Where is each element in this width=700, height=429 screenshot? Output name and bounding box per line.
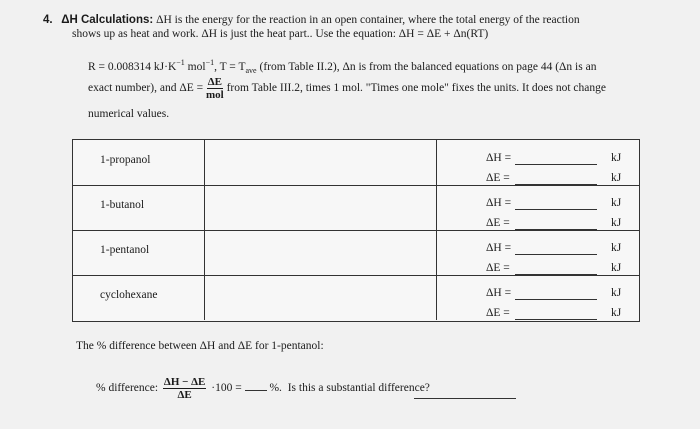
unit-label: kJ [611,287,622,299]
compound-name: cyclohexane [100,289,158,301]
fraction-denominator: mol [205,89,224,101]
delta-h-label: ΔH = [486,197,512,209]
question-text-4: numerical values. [88,108,170,120]
subscript: ave [245,66,257,76]
delta-h-blank[interactable] [515,209,597,210]
delta-e-blank[interactable] [515,319,597,320]
delta-h-blank[interactable] [515,164,597,165]
table-row [73,230,639,276]
percent-answer-blank[interactable] [245,390,267,391]
compound-name: 1-pentanol [100,244,150,256]
percent-difference-formula [96,376,430,401]
unit-label: kJ [611,242,622,254]
fraction-numerator: ΔH − ΔE [163,376,206,388]
delta-h-label: ΔH = [486,242,512,254]
unit-label: kJ [611,197,622,209]
mol-unit: mol [184,60,206,73]
table-row [73,275,639,320]
constants-rest: (from Table II.2), Δn is from the balanced equations on page 44 (Δn is an [256,60,597,73]
unit-label: kJ [611,172,622,184]
delta-e-label: ΔE = [486,262,510,274]
work-cell[interactable] [205,140,437,185]
delta-e-label: ΔE = [486,217,510,229]
unit-label: kJ [611,152,622,164]
superscript: −1 [176,58,185,67]
superscript: −1 [205,58,215,67]
delta-e-fraction [206,76,224,101]
delta-e-label: ΔE = [486,172,510,184]
delta-h-label: ΔH = [486,287,512,299]
fraction-numerator: ΔE [207,76,222,88]
work-cell[interactable] [205,185,437,230]
work-cell[interactable] [205,230,437,275]
compound-name: 1-butanol [100,199,145,211]
answer-table [72,139,640,322]
delta-e-label: ΔE = [486,307,510,319]
compound-cell [73,140,205,185]
delta-h-blank[interactable] [515,254,597,255]
unit-label: kJ [611,307,622,319]
temperature: , T = T [214,60,246,73]
constants-line-2 [88,76,606,101]
unit-label: kJ [611,262,622,274]
constants-line [88,58,596,75]
table-row [73,140,639,186]
percent-difference-title: The % difference between ΔH and ΔE for 1-pentanol: [76,340,324,352]
delta-h-blank[interactable] [515,299,597,300]
delta-h-label: ΔH = [486,152,512,164]
question-line-1 [43,12,580,28]
question-title: ΔH Calculations: [61,14,154,26]
question-text-2: shows up as heat and work. ΔH is just the heat part.. Use the equation: ΔH = ΔE + Δn(RT) [72,28,489,40]
times-hundred: ·100 = [211,382,242,395]
table-row [73,185,639,231]
delta-e-text: exact number), and ΔE = [88,82,204,95]
work-cell[interactable] [205,275,437,320]
gas-constant: R = 0.008314 kJ·K [88,60,177,73]
substantial-answer-blank[interactable] [414,398,516,399]
table-reference-text: from Table III.2, times 1 mol. "Times one mole" fixes the units. It does not change [226,82,606,95]
fraction-denominator: ΔE [177,389,192,401]
percent-difference-fraction [163,376,206,401]
question-number: 4. [43,14,53,26]
compound-cell [73,230,205,275]
unit-label: kJ [611,217,622,229]
compound-cell [73,185,205,230]
percent-difference-label: % difference: [96,382,159,395]
substantial-question: Is this a substantial difference? [287,382,430,395]
compound-cell [73,275,205,320]
compound-name: 1-propanol [100,154,151,166]
question-text-1: ΔH is the energy for the reaction in an open container, where the total energy of the reaction [156,14,580,26]
percent-symbol: %. [269,382,282,395]
